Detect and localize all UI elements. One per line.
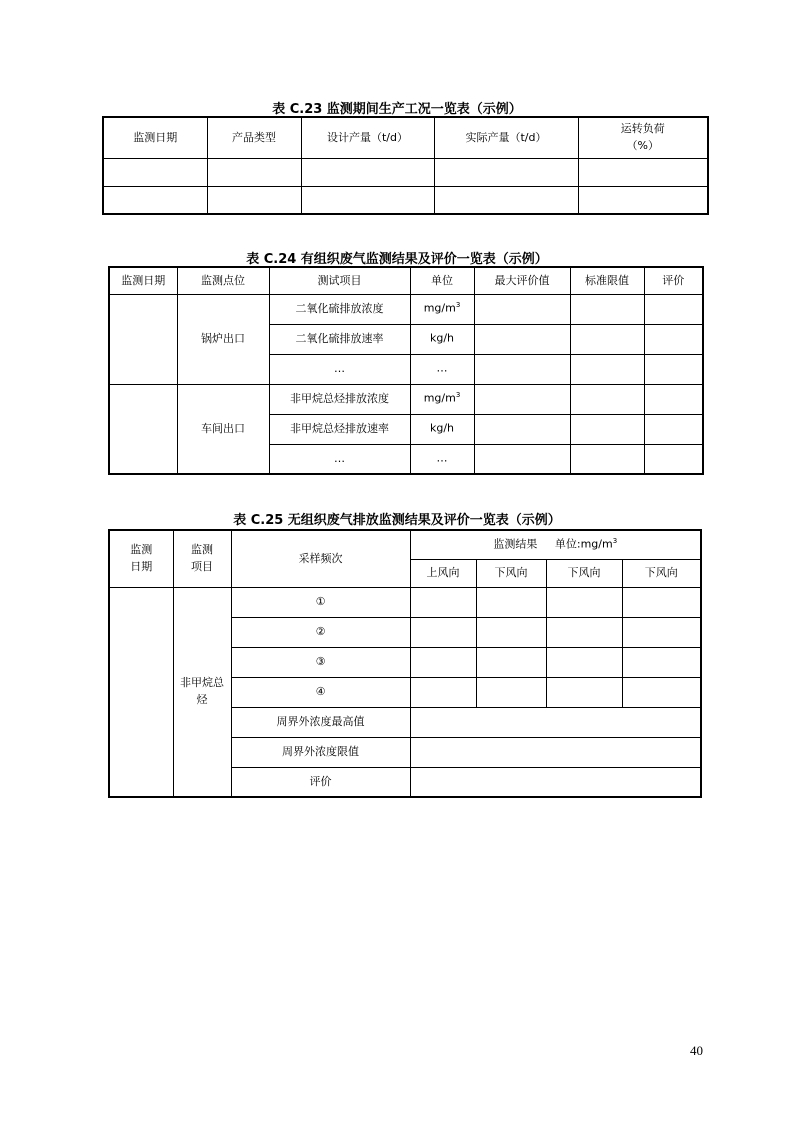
header-downwind-3: 下风向 [622, 559, 701, 587]
page-number: 40 [690, 1043, 703, 1058]
sample-cell: ① [231, 587, 410, 617]
table-cell [474, 294, 570, 324]
header-standard-limit: 标准限值 [570, 267, 644, 294]
header-item-line2: 项目 [191, 559, 213, 573]
summary-cell: 评价 [231, 767, 410, 797]
header-result-text: 监测结果 单位:mg/m [493, 537, 613, 551]
unit-text: mg/m [423, 302, 456, 316]
table-cell [474, 384, 570, 414]
unit-cell [410, 444, 474, 474]
table-cell [434, 158, 578, 186]
header-frequency: 采样频次 [231, 530, 410, 587]
table-cell [410, 617, 476, 647]
table-cell [410, 647, 476, 677]
table-c24 [108, 266, 704, 475]
table-cell [570, 414, 644, 444]
table-cell [103, 186, 207, 214]
table-cell [410, 677, 476, 707]
unit-cell [410, 324, 474, 354]
table-cell [570, 324, 644, 354]
unit-text: … [436, 362, 448, 376]
header-downwind-1: 下风向 [476, 559, 546, 587]
table-cell [622, 587, 701, 617]
table-row [103, 186, 708, 214]
header-item [173, 530, 231, 587]
header-max-value: 最大评价值 [474, 267, 570, 294]
test-item-cell: 非甲烷总烃排放浓度 [269, 384, 410, 414]
table-cell [474, 444, 570, 474]
header-item-line1: 监测 [191, 543, 213, 557]
unit-text: kg/h [429, 422, 455, 436]
table-cell [410, 707, 701, 737]
header-load-line2: （%） [626, 138, 659, 152]
header-design-output: 设计产量（t/d） [301, 117, 434, 158]
unit-cell [410, 384, 474, 414]
header-unit: 单位 [410, 267, 474, 294]
table-cell [207, 158, 301, 186]
header-date: 监测日期 [103, 117, 207, 158]
table-cell [474, 354, 570, 384]
table-cell [546, 647, 622, 677]
header-product-type: 产品类型 [207, 117, 301, 158]
table-c25-caption: 表 C.25 无组织废气排放监测结果及评价一览表（示例） [233, 513, 561, 528]
table-cell [410, 737, 701, 767]
header-downwind-2: 下风向 [546, 559, 622, 587]
table-c25 [108, 529, 702, 798]
table-cell [644, 354, 703, 384]
header-load-line1: 运转负荷 [620, 122, 665, 136]
test-item-cell: 非甲烷总烃排放速率 [269, 414, 410, 444]
table-cell [570, 354, 644, 384]
item-line2: 烃 [196, 692, 208, 706]
date-cell [109, 587, 173, 797]
header-point: 监测点位 [177, 267, 269, 294]
table-cell [410, 587, 476, 617]
header-result-exponent: 3 [612, 537, 618, 546]
sample-cell: ④ [231, 677, 410, 707]
header-evaluation: 评价 [644, 267, 703, 294]
table-cell [434, 186, 578, 214]
table-cell [570, 294, 644, 324]
table-cell [476, 677, 546, 707]
table-cell [546, 617, 622, 647]
table-cell [301, 186, 434, 214]
table-c23-caption: 表 C.23 监测期间生产工况一览表（示例） [272, 102, 522, 117]
sample-cell: ② [231, 617, 410, 647]
header-actual-output: 实际产量（t/d） [434, 117, 578, 158]
date-cell [109, 384, 177, 474]
table-cell [644, 444, 703, 474]
table-cell [622, 647, 701, 677]
test-item-cell: 二氧化硫排放速率 [269, 324, 410, 354]
header-date-line1: 监测 [130, 543, 153, 557]
table-row [103, 158, 708, 186]
date-cell [109, 294, 177, 384]
summary-cell: 周界外浓度限值 [231, 737, 410, 767]
table-cell [476, 617, 546, 647]
table-cell [474, 324, 570, 354]
table-cell [622, 617, 701, 647]
header-test-item: 测试项目 [269, 267, 410, 294]
table-cell [476, 587, 546, 617]
header-load [578, 117, 708, 158]
test-item-cell: … [269, 354, 410, 384]
test-item-cell: 二氧化硫排放浓度 [269, 294, 410, 324]
point-cell: 车间出口 [177, 384, 269, 474]
header-date [109, 530, 173, 587]
summary-cell: 周界外浓度最高值 [231, 707, 410, 737]
table-cell [476, 647, 546, 677]
unit-exponent: 3 [455, 391, 461, 400]
table-cell [622, 677, 701, 707]
table-cell [644, 414, 703, 444]
test-item-cell: … [269, 444, 410, 474]
table-cell [474, 414, 570, 444]
sample-cell: ③ [231, 647, 410, 677]
table-cell [644, 324, 703, 354]
table-cell [644, 294, 703, 324]
item-cell [173, 587, 231, 797]
table-row [109, 384, 703, 414]
point-cell: 锅炉出口 [177, 294, 269, 384]
table-cell [103, 158, 207, 186]
table-row [109, 587, 701, 617]
header-upwind: 上风向 [410, 559, 476, 587]
table-cell [578, 186, 708, 214]
item-line1: 非甲烷总 [180, 676, 224, 690]
header-result [410, 530, 701, 559]
table-cell [570, 384, 644, 414]
unit-cell [410, 294, 474, 324]
table-cell [410, 767, 701, 797]
table-c24-caption: 表 C.24 有组织废气监测结果及评价一览表（示例） [246, 252, 548, 267]
unit-exponent: 3 [455, 301, 461, 310]
table-cell [570, 444, 644, 474]
table-c23 [102, 116, 709, 215]
table-row [109, 294, 703, 324]
unit-text: … [436, 451, 448, 465]
table-cell [207, 186, 301, 214]
table-cell [301, 158, 434, 186]
header-date: 监测日期 [109, 267, 177, 294]
table-cell [546, 677, 622, 707]
table-cell [578, 158, 708, 186]
unit-text: kg/h [429, 332, 455, 346]
header-date-line2: 日期 [130, 559, 153, 573]
unit-text: mg/m [423, 392, 456, 406]
table-cell [644, 384, 703, 414]
unit-cell [410, 414, 474, 444]
unit-cell [410, 354, 474, 384]
table-cell [546, 587, 622, 617]
